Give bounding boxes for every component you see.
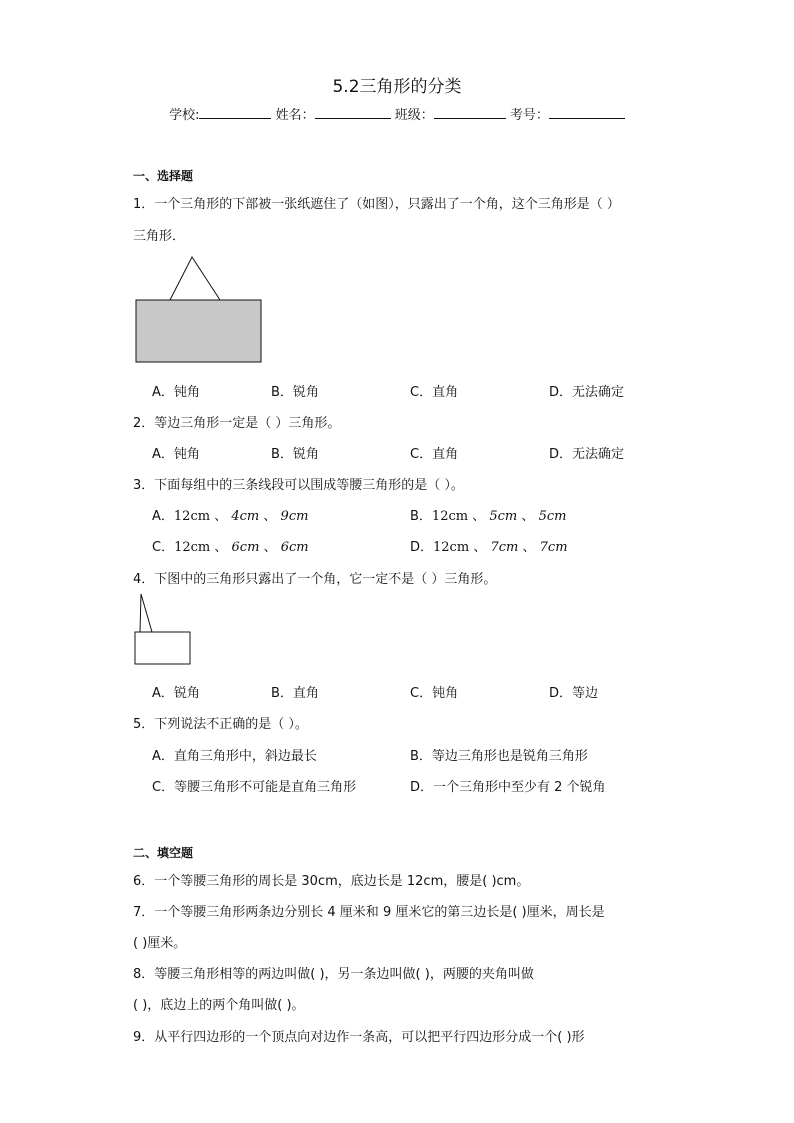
q2-option-c[interactable]: C．直角 [410, 447, 459, 462]
question-5: 5．下列说法不正确的是（ ）。 [133, 717, 308, 732]
separator: 、 [472, 509, 486, 524]
school-label: 学校: [169, 108, 200, 123]
name-blank [315, 106, 391, 119]
exam-number-label: 考号： [509, 108, 549, 123]
separator: 、 [263, 540, 277, 555]
section-heading-choice: 一、选择题 [133, 169, 194, 183]
length-value: 12cm [174, 540, 211, 555]
question-8-line1: 8．等腰三角形相等的两边叫做( )，另一条边叫做( )，两腰的夹角叫做 [133, 967, 534, 982]
q3-option-a[interactable] [152, 505, 308, 524]
option-label: D． [410, 540, 434, 555]
separator: 、 [263, 509, 277, 524]
question-7-line1: 7．一个等腰三角形两条边分别长 4 厘米和 9 厘米它的第三边长是( )厘米，周长是 [133, 905, 605, 920]
q3-option-d[interactable] [410, 536, 568, 555]
length-value: 12cm [431, 509, 469, 524]
exam-number-blank [549, 106, 625, 119]
length-value: 5cm [538, 509, 567, 524]
q3-option-c[interactable] [152, 536, 309, 555]
question-7-line2: ( )厘米。 [133, 936, 187, 951]
figure-covered-triangle [130, 252, 270, 368]
q5-option-a[interactable]: A．直角三角形中，斜边最长 [152, 749, 317, 764]
q5-option-b[interactable]: B．等边三角形也是锐角三角形 [410, 749, 588, 764]
separator: 、 [214, 540, 228, 555]
q2-option-a[interactable]: A．钝角 [152, 447, 200, 462]
question-6: 6．一个等腰三角形的周长是 30cm，底边长是 12cm，腰是( )cm。 [133, 874, 530, 889]
separator: 、 [473, 540, 487, 555]
student-info-line [0, 104, 794, 123]
length-value: 9cm [280, 509, 309, 524]
q1-option-c[interactable]: C．直角 [410, 385, 459, 400]
option-label: B． [410, 509, 432, 524]
class-blank [434, 106, 506, 119]
question-1-line2: 三角形． [133, 229, 186, 244]
q1-option-d[interactable]: D．无法确定 [549, 385, 625, 400]
length-value: 5cm [489, 509, 518, 524]
question-3: 3．下面每组中的三条线段可以围成等腰三角形的是（ ）。 [133, 478, 464, 493]
q2-option-d[interactable]: D．无法确定 [549, 447, 625, 462]
question-4: 4．下图中的三角形只露出了一个角，它一定不是（ ）三角形。 [133, 572, 497, 587]
section-heading-fill-blank: 二、填空题 [133, 846, 194, 860]
length-value: 7cm [539, 540, 568, 555]
length-value: 7cm [490, 540, 519, 555]
length-value: 6cm [231, 540, 260, 555]
q4-option-c[interactable]: C．钝角 [410, 686, 459, 701]
name-label: 姓名： [275, 108, 315, 123]
q4-option-d[interactable]: D．等边 [549, 686, 599, 701]
class-label: 班级： [394, 108, 434, 123]
q4-option-a[interactable]: A．锐角 [152, 686, 200, 701]
option-label: C． [152, 540, 175, 555]
page-title: 5.2三角形的分类 [332, 77, 462, 97]
school-blank [199, 106, 271, 119]
question-1-line1: 1．一个三角形的下部被一张纸遮住了（如图），只露出了一个角，这个三角形是（ ） [133, 197, 620, 212]
q5-option-d[interactable]: D．一个三角形中至少有 2 个锐角 [410, 780, 606, 795]
q2-option-b[interactable]: B．锐角 [271, 447, 319, 462]
separator: 、 [521, 509, 535, 524]
q5-option-c[interactable]: C．等腰三角形不可能是直角三角形 [152, 780, 357, 795]
separator: 、 [214, 509, 228, 524]
question-2: 2．等边三角形一定是（ ）三角形。 [133, 416, 341, 431]
q1-option-a[interactable]: A．钝角 [152, 385, 200, 400]
q3-option-b[interactable] [410, 505, 566, 524]
q4-option-b[interactable]: B．直角 [271, 686, 319, 701]
option-label: A． [152, 509, 174, 524]
length-value: 12cm [173, 509, 211, 524]
length-value: 6cm [280, 540, 309, 555]
separator: 、 [522, 540, 536, 555]
question-9: 9．从平行四边形的一个顶点向对边作一条高，可以把平行四边形分成一个( )形 [133, 1030, 585, 1045]
figure-exposed-angle [130, 590, 196, 668]
question-8-line2: ( )，底边上的两个角叫做( )。 [133, 998, 305, 1013]
length-value: 12cm [433, 540, 470, 555]
length-value: 4cm [231, 509, 260, 524]
q1-option-b[interactable]: B．锐角 [271, 385, 319, 400]
